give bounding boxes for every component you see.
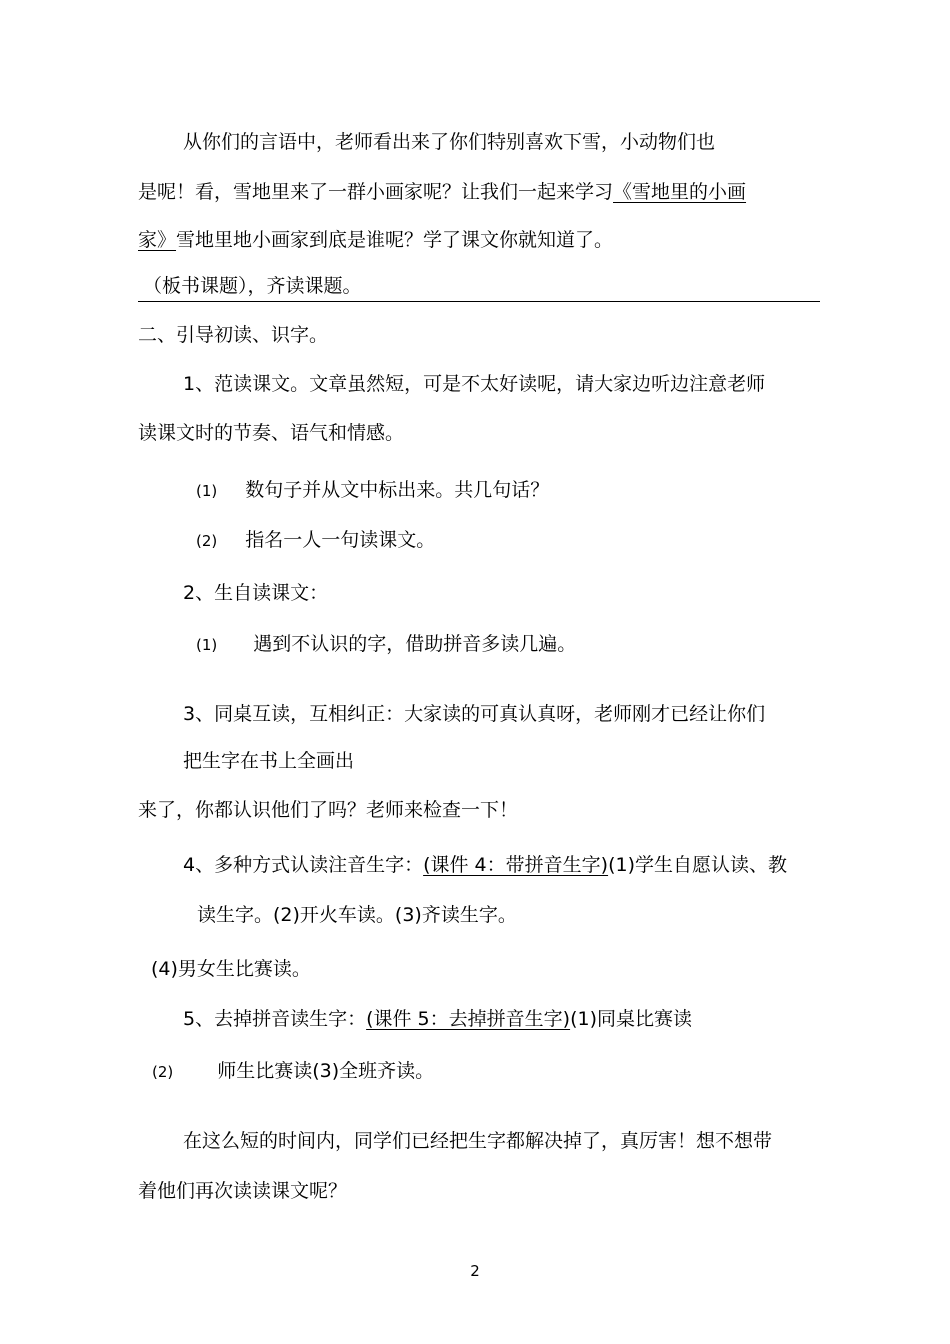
paragraph-line: 读生字。(2)开火车读。(3)齐读生字。 xyxy=(197,904,517,926)
paragraph-line: 在这么短的时间内，同学们已经把生字都解决掉了，真厉害！想不想带 xyxy=(183,1130,773,1152)
list-text: 数句子并从文中标出来。共几句话？ xyxy=(245,479,550,501)
paragraph-line: 2、生自读课文： xyxy=(183,582,329,604)
lesson-title-link-text: 《雪地里的小画 xyxy=(613,181,747,203)
list-number: (2) xyxy=(196,532,218,550)
line-text: 4、多种方式认读注音生字： xyxy=(183,854,424,876)
line-text: (1)学生自愿认读、教 xyxy=(608,854,787,876)
list-number: (2) xyxy=(152,1063,174,1081)
paragraph-line: 着他们再次读读课文呢？ xyxy=(138,1180,348,1202)
paragraph-line xyxy=(138,179,746,205)
paragraph-line xyxy=(183,852,787,878)
list-text: 遇到不认识的字，借助拼音多读几遍。 xyxy=(253,633,577,655)
paragraph-line xyxy=(183,1006,692,1032)
list-item xyxy=(196,631,576,658)
line-text: 5、去掉拼音读生字： xyxy=(183,1008,367,1030)
paragraph-line: 从你们的言语中，老师看出来了你们特别喜欢下雪，小动物们也 xyxy=(183,131,716,153)
paragraph-line xyxy=(138,227,613,253)
section-heading: 二、引导初读、识字。 xyxy=(138,324,329,346)
courseware-reference: (课件 4：带拼音生字) xyxy=(423,854,609,876)
line-text: 雪地里地小画家到底是谁呢？学了课文你就知道了。 xyxy=(176,229,614,251)
page-number: 2 xyxy=(470,1262,480,1280)
paragraph-line: 把生字在书上全画出 xyxy=(183,750,355,772)
paragraph-line: 3、同桌互读，互相纠正：大家读的可真认真呀，老师刚才已经让你们 xyxy=(183,703,766,725)
paragraph-line: （板书课题），齐读课题。 xyxy=(143,275,362,297)
list-item xyxy=(196,527,435,554)
list-item xyxy=(152,1058,434,1085)
list-text: 指名一人一句读课文。 xyxy=(245,529,436,551)
paragraph-line: 读课文时的节奏、语气和情感。 xyxy=(138,422,405,444)
paragraph-line: 来了，你都认识他们了吗？老师来检查一下！ xyxy=(138,799,519,821)
paragraph-line: (4)男女生比赛读。 xyxy=(151,958,311,980)
lesson-title-link-text: 家》 xyxy=(138,229,177,251)
list-number: (1) xyxy=(196,482,218,500)
paragraph-line: 1、范读课文。文章虽然短，可是不太好读呢，请大家边听边注意老师 xyxy=(183,373,766,395)
horizontal-rule xyxy=(138,301,820,302)
list-number: (1) xyxy=(196,636,218,654)
list-text: 师生比赛读(3)全班齐读。 xyxy=(217,1060,435,1082)
courseware-reference: (课件 5：去掉拼音生字) xyxy=(366,1008,571,1030)
list-item xyxy=(196,477,549,504)
line-text: 是呢！看，雪地里来了一群小画家呢？让我们一起来学习 xyxy=(138,181,614,203)
line-text: (1)同桌比赛读 xyxy=(570,1008,692,1030)
